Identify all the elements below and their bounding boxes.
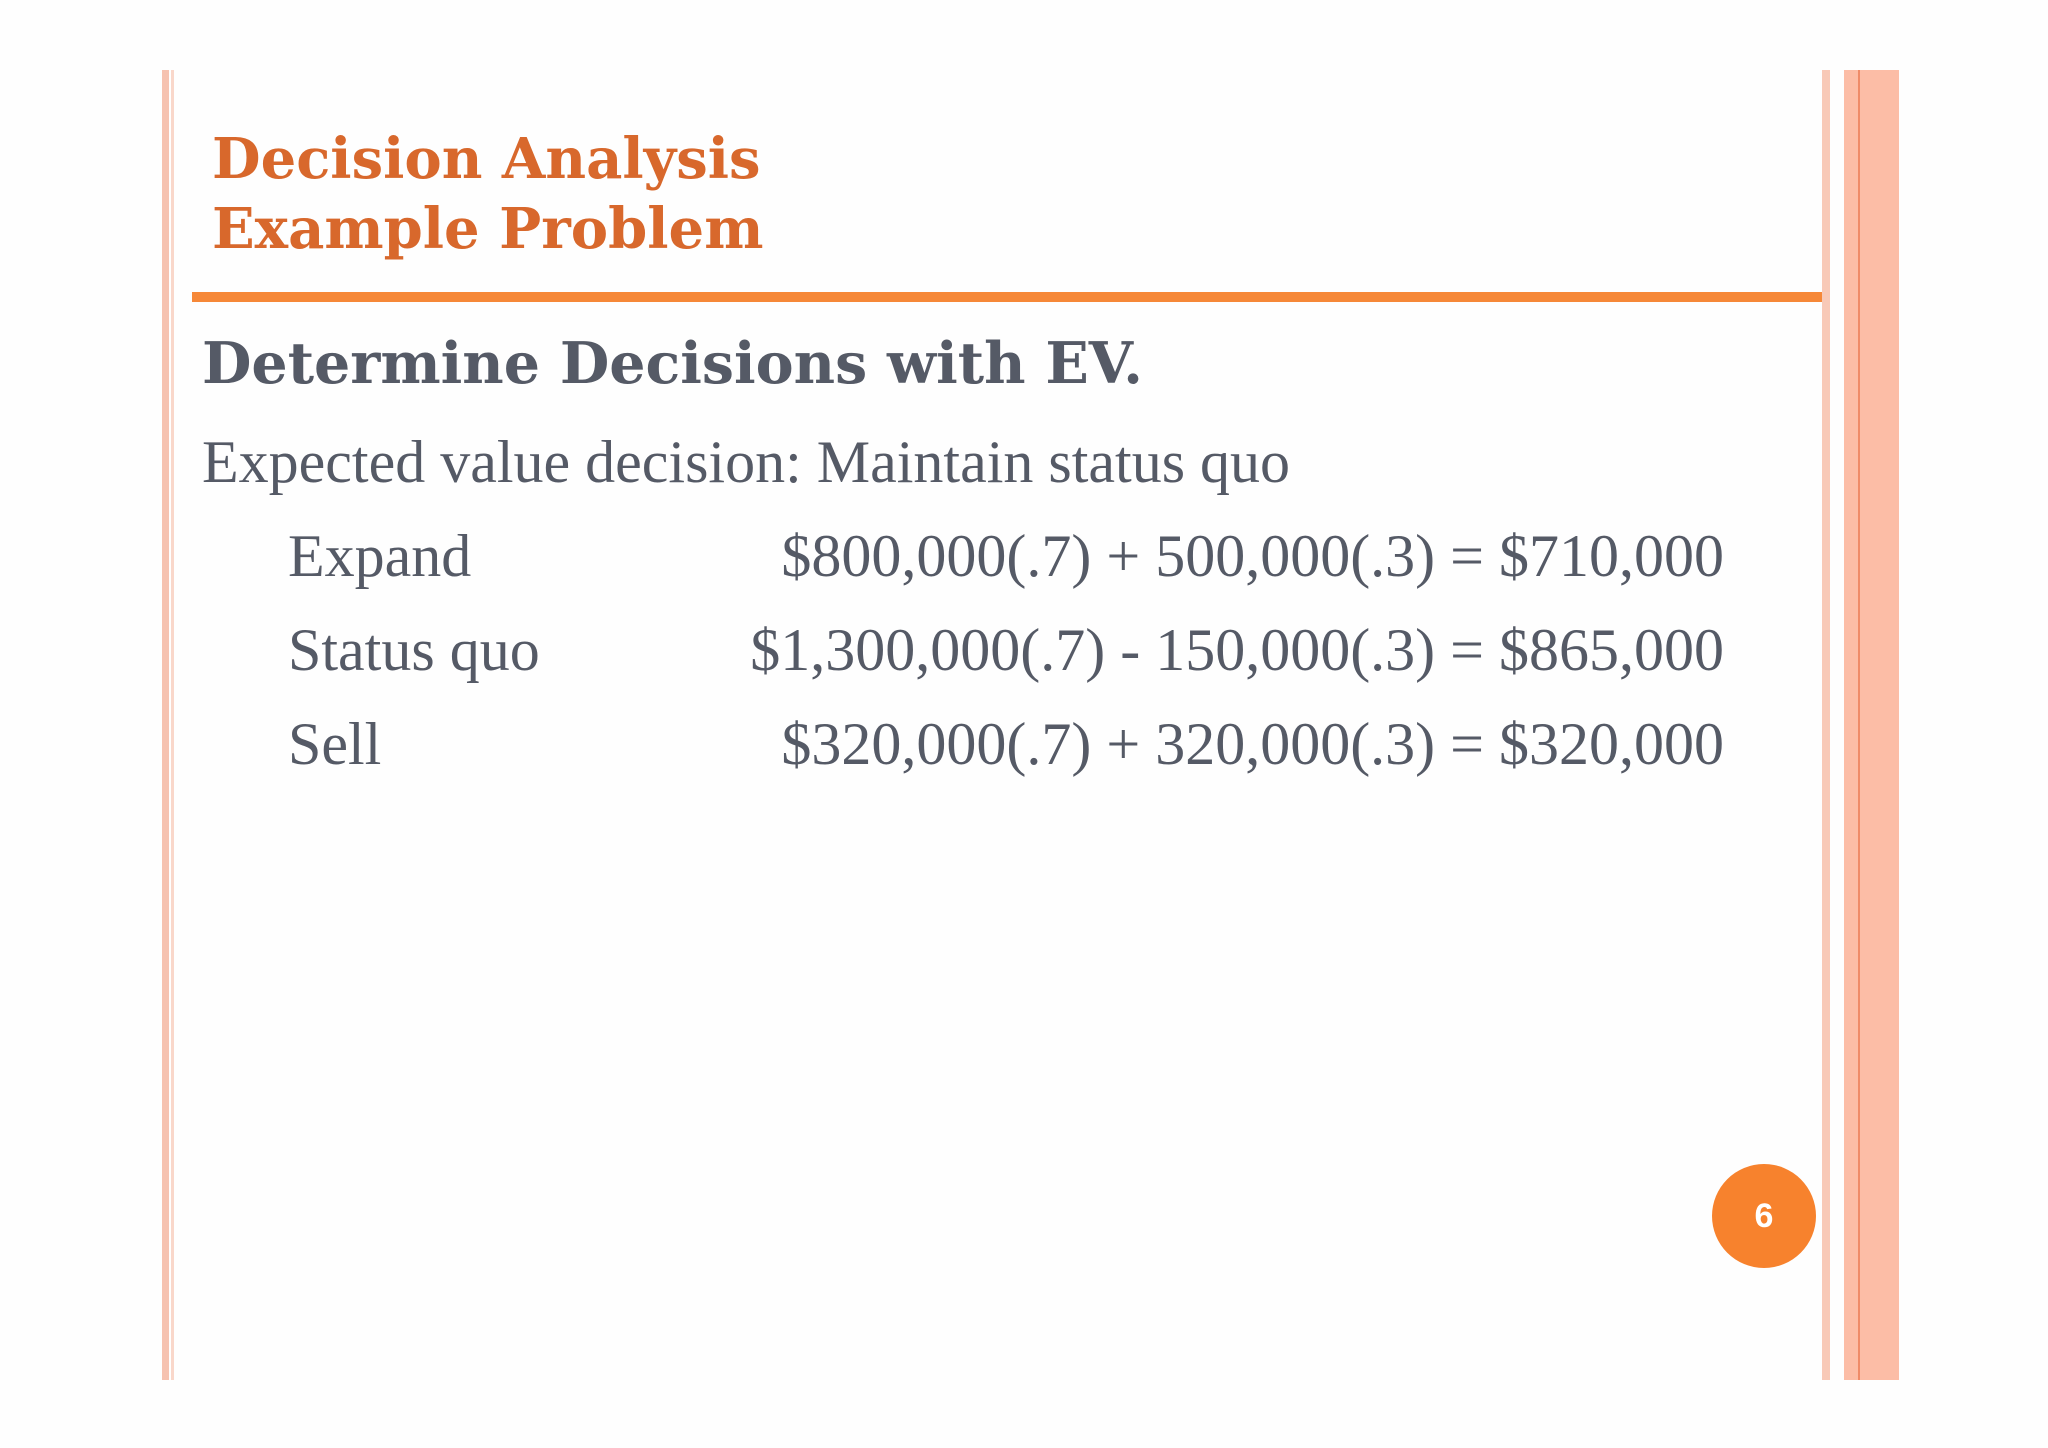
slide-title	[212, 124, 763, 264]
calc-row-formula: $320,000(.7) + 320,000(.3) = $320,000	[781, 711, 1724, 777]
left-decorative-bar	[162, 70, 169, 1380]
calc-row-formula: $1,300,000(.7) - 150,000(.3) = $865,000	[750, 617, 1724, 683]
calc-row-label: Sell	[288, 711, 382, 777]
calc-row-status-quo	[288, 616, 1724, 696]
left-decorative-bar-inner	[171, 70, 174, 1380]
slide-title-line2: Example Problem	[212, 196, 764, 262]
calc-row-formula: $800,000(.7) + 500,000(.3) = $710,000	[781, 523, 1724, 589]
decision-summary: Expected value decision: Maintain status quo	[202, 429, 1291, 495]
calc-row-label: Expand	[288, 523, 472, 589]
title-divider	[192, 292, 1822, 302]
calc-row-label: Status quo	[288, 617, 540, 683]
right-decorative-bar-thin	[1822, 70, 1830, 1380]
section-heading: Determine Decisions with EV.	[202, 330, 1143, 397]
right-decorative-bar-line	[1858, 70, 1860, 1380]
slide-title-line1: Decision Analysis	[212, 126, 761, 192]
calc-row-expand	[288, 522, 1724, 602]
right-decorative-bar-wide	[1844, 70, 1899, 1380]
page-number-badge: 6	[1712, 1164, 1816, 1268]
calc-row-sell	[288, 710, 1724, 790]
